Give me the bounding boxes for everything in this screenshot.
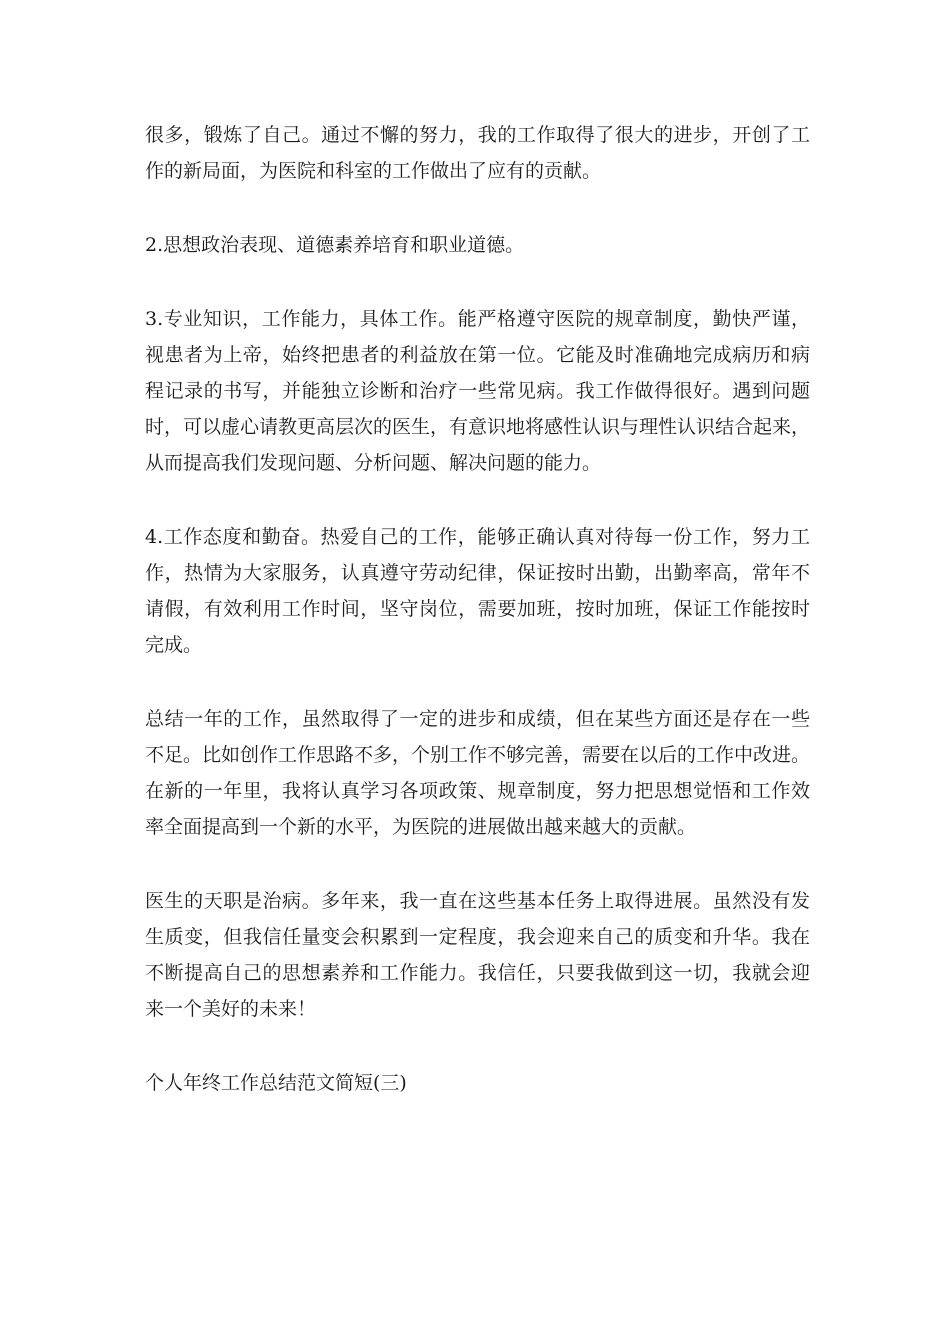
paragraph: [145, 701, 810, 845]
text-line: 来一个美好的未来！: [145, 998, 317, 1020]
text-line: 很多，锻炼了自己。通过不懈的努力，我的工作取得了很大的进步，开创了工: [145, 124, 810, 146]
paragraph: [145, 227, 810, 263]
text-line: 程记录的书写，并能独立诊断和治疗一些常见病。我工作做得很好。遇到问题: [145, 380, 810, 402]
text-line: 2.思想政治表现、道德素养培育和职业道德。: [145, 234, 525, 256]
paragraph: [145, 301, 810, 481]
text-line: 完成。: [145, 634, 203, 656]
text-line: 4.工作态度和勤奋。热爱自己的工作，能够正确认真对待每一份工作，努力工: [145, 526, 810, 548]
text-line: 在新的一年里，我将认真学习各项政策、规章制度，努力把思想觉悟和工作效: [145, 780, 810, 802]
text-line: 3.专业知识，工作能力，具体工作。能严格遵守医院的规章制度，勤快严谨，: [145, 308, 810, 330]
text-line: 时，可以虚心请教更高层次的医生，有意识地将感性认识与理性认识结合起来，: [145, 416, 811, 438]
text-line: 总结一年的工作，虽然取得了一定的进步和成绩，但在某些方面还是存在一些: [145, 708, 810, 730]
text-line: 作，热情为大家服务，认真遵守劳动纪律，保证按时出勤，出勤率高，常年不: [145, 562, 810, 584]
text-line: 从而提高我们发现问题、分析问题、解决问题的能力。: [145, 452, 602, 474]
text-line: 视患者为上帝，始终把患者的利益放在第一位。它能及时准确地完成病历和病: [145, 344, 810, 366]
paragraph: [145, 883, 810, 1027]
paragraph: [145, 519, 810, 663]
text-line: 作的新局面，为医院和科室的工作做出了应有的贡献。: [145, 160, 602, 182]
document-body: [145, 117, 810, 1139]
text-line: 医生的天职是治病。多年来，我一直在这些基本任务上取得进展。虽然没有发: [145, 890, 810, 912]
text-line: 请假，有效利用工作时间，坚守岗位，需要加班，按时加班，保证工作能按时: [145, 598, 810, 620]
text-line: 率全面提高到一个新的水平，为医院的进展做出越来越大的贡献。: [145, 816, 697, 838]
text-line: 生质变，但我信任量变会积累到一定程度，我会迎来自己的质变和升华。我在: [145, 926, 810, 948]
paragraph: [145, 117, 810, 189]
text-line: 不足。比如创作工作思路不多，个别工作不够完善，需要在以后的工作中改进。: [145, 744, 811, 766]
section-heading: [145, 1065, 810, 1101]
heading-line: 个人年终工作总结范文简短(三): [145, 1072, 407, 1094]
text-line: 不断提高自己的思想素养和工作能力。我信任，只要我做到这一切，我就会迎: [145, 962, 810, 984]
